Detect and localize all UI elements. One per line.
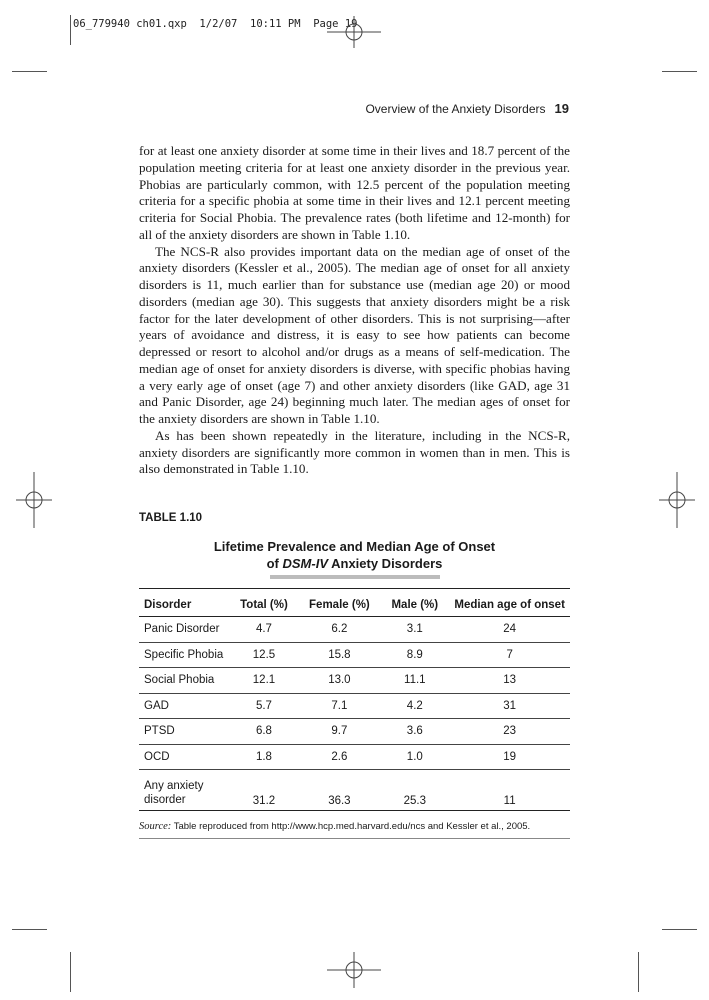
table-cell: 2.6 xyxy=(298,744,380,770)
table-source-note xyxy=(139,821,570,839)
table-title-line1: Lifetime Prevalence and Median Age of Onset xyxy=(213,539,496,554)
table-cell: 11 xyxy=(449,770,570,811)
source-text: Table reproduced from http://www.hcp.med.harvard.edu/ncs and Kessler et al., 2005. xyxy=(173,821,531,832)
table-row-total xyxy=(139,770,570,811)
table-cell: 7 xyxy=(449,642,570,668)
prevalence-table xyxy=(139,588,570,811)
crop-mark-top-right xyxy=(662,71,697,72)
table-cell: 25.3 xyxy=(380,770,449,811)
table-cell: 4.7 xyxy=(230,617,299,643)
registration-mark-top xyxy=(323,14,385,50)
table-row xyxy=(139,668,570,694)
table-cell: 3.6 xyxy=(380,719,449,745)
table-cell: Panic Disorder xyxy=(139,617,230,643)
table-cell: 5.7 xyxy=(230,693,299,719)
table-cell: OCD xyxy=(139,744,230,770)
table-cell: 9.7 xyxy=(298,719,380,745)
table-cell: 31 xyxy=(449,693,570,719)
table-cell: 13.0 xyxy=(298,668,380,694)
page-number: 19 xyxy=(554,101,569,116)
title-underline xyxy=(270,575,440,579)
registration-mark-left xyxy=(14,470,54,530)
table-title-line2 xyxy=(139,556,570,573)
table-row xyxy=(139,744,570,770)
table-cell: 6.8 xyxy=(230,719,299,745)
table-cell: 8.9 xyxy=(380,642,449,668)
column-header: Median age of onset xyxy=(449,589,570,617)
table-block xyxy=(139,532,570,839)
table-cell: 15.8 xyxy=(298,642,380,668)
printer-slug: 06_779940 ch01.qxp 1/2/07 10:11 PM Page 19 xyxy=(73,18,358,30)
table-cell: 1.8 xyxy=(230,744,299,770)
crop-mark-bottom-left xyxy=(12,929,47,930)
crop-mark-top-left xyxy=(12,71,47,72)
crop-mark-bottom-right xyxy=(662,929,697,930)
crop-mark-bottom-right-vertical xyxy=(638,952,639,992)
table-cell: 19 xyxy=(449,744,570,770)
table-header-row xyxy=(139,589,570,617)
table-cell: 12.1 xyxy=(230,668,299,694)
table-cell: Social Phobia xyxy=(139,668,230,694)
table-cell: 3.1 xyxy=(380,617,449,643)
table-cell: 13 xyxy=(449,668,570,694)
table-row xyxy=(139,719,570,745)
table-cell: 7.1 xyxy=(298,693,380,719)
table-cell: 11.1 xyxy=(380,668,449,694)
table-cell: 36.3 xyxy=(298,770,380,811)
table-cell: 23 xyxy=(449,719,570,745)
column-header: Total (%) xyxy=(230,589,299,617)
column-header: Male (%) xyxy=(380,589,449,617)
table-cell: 24 xyxy=(449,617,570,643)
column-header: Disorder xyxy=(139,589,230,617)
table-cell xyxy=(139,770,230,811)
table-cell: GAD xyxy=(139,693,230,719)
body-text xyxy=(139,143,570,478)
title-italic: DSM-IV xyxy=(282,555,328,571)
source-label: Source: xyxy=(139,821,172,832)
paragraph: As has been shown repeatedly in the literature, including in the NCS-R, anxiety disorders are significantly more common in women than in men. This is also demonstrated in Table 1.10. xyxy=(139,427,570,477)
table-row xyxy=(139,693,570,719)
paragraph: The NCS-R also provides important data on the median age of onset of the anxiety disorders (Kessler et al., 2005). The median age of onset for all anxiety disorders is 11, much earlier than for substance use (median age 20) or mood disorders (median age 30). This suggests that anxiety disorders might be a risk factor for the later development of other disorders. This is not surprising—after years of avoidance and distress, it is easy to see how patients can become depressed or resort to alcohol and/or drugs as a means of self-medication. The median age of onset for anxiety disorders is diverse, with specific phobias having a very early age of onset (age 7) and other anxiety disorders (like GAD, age 31 and Panic Disorder, age 24) beginning much later. The median ages of onset for the anxiety disorders are shown in Table 1.10. xyxy=(139,243,570,426)
table-row xyxy=(139,642,570,668)
running-head-title: Overview of the Anxiety Disorders xyxy=(365,102,546,116)
slug-left-rule xyxy=(70,15,71,45)
registration-mark-bottom xyxy=(323,950,385,990)
table-label: TABLE 1.10 xyxy=(139,512,203,524)
cell-line: Any anxiety xyxy=(144,780,204,792)
table-cell: 31.2 xyxy=(230,770,299,811)
table-cell: 12.5 xyxy=(230,642,299,668)
table-cell: 4.2 xyxy=(380,693,449,719)
table-cell: 1.0 xyxy=(380,744,449,770)
table-cell: PTSD xyxy=(139,719,230,745)
cell-line: disorder xyxy=(144,793,186,806)
column-header: Female (%) xyxy=(298,589,380,617)
table-cell: Specific Phobia xyxy=(139,642,230,668)
title-prefix: of xyxy=(266,555,283,571)
running-head xyxy=(365,101,569,116)
table-cell: 6.2 xyxy=(298,617,380,643)
crop-mark-bottom-left-vertical xyxy=(70,952,71,992)
table-row xyxy=(139,617,570,643)
registration-mark-right xyxy=(657,470,697,530)
paragraph: for at least one anxiety disorder at some time in their lives and 18.7 percent of the population meeting criteria for at least one anxiety disorder in the previous year. Phobias are particularly common, with 12.5 percent of the population meeting criteria for a specific phobia at some time in their lives and 12.1 percent meeting criteria for Social Phobia. The prevalence rates (both lifetime and 12-month) for all of the anxiety disorders are shown in Table 1.10. xyxy=(139,143,570,242)
table-title xyxy=(139,532,570,572)
title-suffix: Anxiety Disorders xyxy=(327,555,443,571)
